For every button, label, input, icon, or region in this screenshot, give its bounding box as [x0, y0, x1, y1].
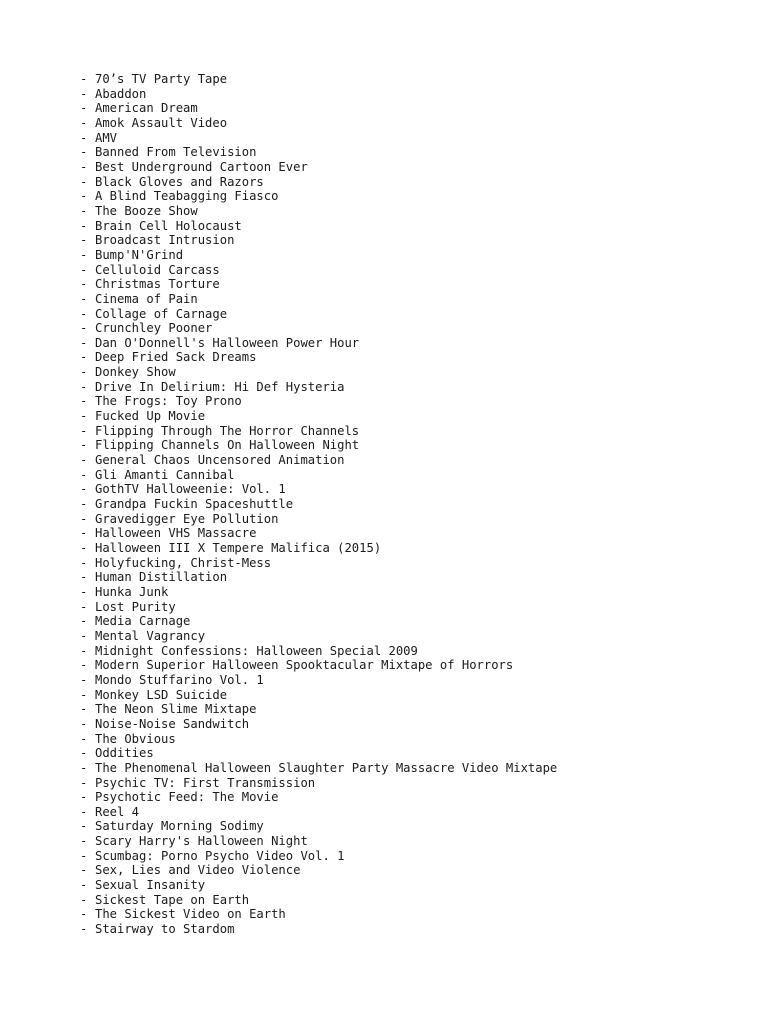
list-item-text: Scumbag: Porno Psycho Video Vol. 1: [95, 848, 345, 863]
list-item-text: Sickest Tape on Earth: [95, 892, 250, 907]
list-bullet: -: [80, 672, 88, 687]
list-bullet: -: [80, 291, 88, 306]
list-item-text: Monkey LSD Suicide: [95, 687, 228, 702]
list-item: [80, 365, 557, 380]
list-item-text: Mental Vagrancy: [95, 628, 206, 643]
list-item-text: Donkey Show: [95, 365, 176, 380]
list-item-text: American Dream: [95, 101, 198, 116]
list-item: [80, 101, 557, 116]
list-bullet: -: [80, 409, 88, 424]
list-item-text: Psychotic Feed: The Movie: [95, 790, 279, 805]
list-bullet: -: [80, 775, 88, 790]
list-bullet: -: [80, 130, 88, 145]
list-item-text: Gli Amanti Cannibal: [95, 467, 235, 482]
list-item: [80, 307, 557, 322]
list-item: [80, 263, 557, 278]
list-item-text: Stairway to Stardom: [95, 922, 235, 937]
list-item: [80, 219, 557, 234]
list-bullet: -: [80, 746, 88, 761]
list-item-text: Fucked Up Movie: [95, 409, 206, 424]
list-bullet: -: [80, 687, 88, 702]
list-item: [80, 336, 557, 351]
list-bullet: -: [80, 541, 88, 555]
list-item: [80, 277, 557, 292]
list-bullet: -: [80, 350, 88, 365]
list-bullet: -: [80, 159, 88, 174]
list-item-text: Broadcast Intrusion: [95, 233, 235, 248]
list-item-text: Hunka Junk: [95, 584, 169, 599]
list-item: [80, 849, 557, 864]
list-item-text: Noise-Noise Sandwitch: [95, 716, 250, 731]
list-item: [80, 468, 557, 483]
list-item: [80, 878, 557, 893]
list-bullet: -: [80, 482, 88, 497]
list-item-text: Banned From Television: [95, 145, 257, 160]
list-bullet: -: [80, 819, 88, 834]
list-item: [80, 732, 557, 747]
list-bullet: -: [80, 863, 88, 878]
list-bullet: -: [80, 497, 88, 512]
list-item-text: Dan O'Donnell's Halloween Power Hour: [95, 335, 360, 350]
list-item-text: Grandpa Fuckin Spaceshuttle: [95, 497, 294, 512]
list-item: [80, 805, 557, 820]
list-item: [80, 658, 557, 673]
list-item-text: Crunchley Pooner: [95, 321, 213, 336]
list-bullet: -: [80, 599, 88, 614]
list-item: [80, 497, 557, 512]
list-bullet: -: [80, 467, 88, 482]
list-item-text: Modern Superior Halloween Spooktacular Mixtape of Horrors: [95, 658, 514, 673]
list-bullet: -: [80, 526, 88, 541]
list-item-text: Christmas Torture: [95, 277, 220, 292]
list-item-text: Bump'N'Grind: [95, 247, 184, 262]
list-item: [80, 116, 557, 131]
list-bullet: -: [80, 335, 88, 350]
list-item-text: A Blind Teabagging Fiasco: [95, 189, 279, 204]
list-item: [80, 248, 557, 263]
list-bullet: -: [80, 731, 88, 746]
list-bullet: -: [80, 614, 88, 629]
list-bullet: -: [80, 233, 88, 248]
list-item: [80, 673, 557, 688]
list-item-text: General Chaos Uncensored Animation: [95, 453, 345, 468]
list-item-text: Amok Assault Video: [95, 115, 228, 130]
list-item: [80, 688, 557, 703]
list-item: [80, 424, 557, 439]
list-item-text: Drive In Delirium: Hi Def Hysteria: [95, 379, 345, 394]
list-item: [80, 87, 557, 102]
list-item: [80, 189, 557, 204]
list-bullet: -: [80, 247, 88, 262]
list-item: [80, 644, 557, 659]
list-item: [80, 629, 557, 644]
title-list: [80, 72, 557, 937]
list-item: [80, 131, 557, 146]
list-bullet: -: [80, 453, 88, 468]
list-item-text: Sexual Insanity: [95, 878, 206, 893]
list-item-text: Best Underground Cartoon Ever: [95, 159, 308, 174]
list-item: [80, 160, 557, 175]
list-bullet: -: [80, 203, 88, 218]
list-bullet: -: [80, 658, 88, 673]
list-bullet: -: [80, 379, 88, 394]
list-item-text: Collage of Carnage: [95, 306, 228, 321]
list-bullet: -: [80, 145, 88, 160]
list-bullet: -: [80, 423, 88, 438]
list-bullet: -: [80, 174, 88, 189]
list-item: [80, 776, 557, 791]
list-bullet: -: [80, 86, 88, 101]
list-item-text: Halloween III X Tempere Malifica (2015): [95, 541, 382, 555]
list-item: [80, 907, 557, 922]
list-item-text: Sex, Lies and Video Violence: [95, 863, 301, 878]
list-bullet: -: [80, 306, 88, 321]
list-item: [80, 556, 557, 571]
list-item-text: Brain Cell Holocaust: [95, 218, 242, 233]
list-bullet: -: [80, 790, 88, 805]
list-item-text: Oddities: [95, 746, 154, 761]
list-item: [80, 893, 557, 908]
list-item: [80, 145, 557, 160]
list-item: [80, 321, 557, 336]
list-item-text: Lost Purity: [95, 599, 176, 614]
list-item-text: GothTV Halloweenie: Vol. 1: [95, 482, 286, 497]
list-item-text: Abaddon: [95, 86, 147, 101]
list-item: [80, 204, 557, 219]
list-bullet: -: [80, 394, 88, 409]
list-bullet: -: [80, 365, 88, 380]
list-bullet: -: [80, 907, 88, 922]
list-bullet: -: [80, 834, 88, 849]
list-item: [80, 512, 557, 527]
list-item: [80, 761, 557, 776]
list-item: [80, 233, 557, 248]
list-bullet: -: [80, 115, 88, 130]
list-bullet: -: [80, 848, 88, 863]
list-item: [80, 834, 557, 849]
list-item: [80, 394, 557, 409]
list-item-text: Reel 4: [95, 804, 140, 819]
list-bullet: -: [80, 878, 88, 893]
list-item: [80, 482, 557, 497]
list-item-text: Deep Fried Sack Dreams: [95, 350, 257, 365]
list-bullet: -: [80, 643, 88, 658]
list-item-text: AMV: [95, 130, 118, 145]
list-item-text: Flipping Channels On Halloween Night: [95, 438, 360, 453]
list-item: [80, 717, 557, 732]
list-bullet: -: [80, 760, 88, 775]
list-bullet: -: [80, 892, 88, 907]
list-item-text: Scary Harry's Halloween Night: [95, 834, 308, 849]
list-bullet: -: [80, 101, 88, 116]
list-item: [80, 438, 557, 453]
list-bullet: -: [80, 72, 88, 86]
list-item-text: Halloween VHS Massacre: [95, 526, 257, 541]
list-bullet: -: [80, 570, 88, 585]
list-item: [80, 292, 557, 307]
list-item-text: Celluloid Carcass: [95, 262, 220, 277]
list-item: [80, 863, 557, 878]
list-bullet: -: [80, 716, 88, 731]
list-item: [80, 350, 557, 365]
list-item-text: Psychic TV: First Transmission: [95, 775, 316, 790]
list-item-text: Holyfucking, Christ-Mess: [95, 555, 272, 570]
list-item: [80, 72, 557, 87]
list-item-text: Saturday Morning Sodimy: [95, 819, 264, 834]
list-item-text: Midnight Confessions: Halloween Special 2009: [95, 643, 418, 658]
list-item: [80, 746, 557, 761]
list-item: [80, 819, 557, 834]
list-item: [80, 702, 557, 717]
list-bullet: -: [80, 628, 88, 643]
list-bullet: -: [80, 511, 88, 526]
list-item-text: Flipping Through The Horror Channels: [95, 423, 360, 438]
list-item: [80, 541, 557, 556]
list-item-text: The Sickest Video on Earth: [95, 907, 286, 922]
list-item-text: The Phenomenal Halloween Slaughter Party Massacre Video Mixtape: [95, 760, 558, 775]
list-item: [80, 453, 557, 468]
list-item: [80, 380, 557, 395]
list-bullet: -: [80, 702, 88, 717]
list-item: [80, 570, 557, 585]
list-item-text: Mondo Stuffarino Vol. 1: [95, 672, 264, 687]
list-item-text: The Frogs: Toy Prono: [95, 394, 242, 409]
list-bullet: -: [80, 555, 88, 570]
list-item: [80, 614, 557, 629]
list-bullet: -: [80, 277, 88, 292]
list-item: [80, 585, 557, 600]
list-item-text: The Booze Show: [95, 203, 198, 218]
list-item-text: 70’s TV Party Tape: [95, 72, 228, 86]
list-item: [80, 409, 557, 424]
list-item: [80, 175, 557, 190]
list-bullet: -: [80, 804, 88, 819]
list-item-text: Black Gloves and Razors: [95, 174, 264, 189]
list-item-text: Human Distillation: [95, 570, 228, 585]
list-bullet: -: [80, 922, 88, 937]
list-item-text: Media Carnage: [95, 614, 191, 629]
list-item-text: Cinema of Pain: [95, 291, 198, 306]
list-item-text: The Obvious: [95, 731, 176, 746]
list-bullet: -: [80, 321, 88, 336]
list-item: [80, 790, 557, 805]
list-bullet: -: [80, 584, 88, 599]
list-bullet: -: [80, 189, 88, 204]
list-item-text: Gravedigger Eye Pollution: [95, 511, 279, 526]
list-item: [80, 922, 557, 937]
list-item-text: The Neon Slime Mixtape: [95, 702, 257, 717]
list-item: [80, 600, 557, 615]
list-item: [80, 526, 557, 541]
list-bullet: -: [80, 438, 88, 453]
list-bullet: -: [80, 218, 88, 233]
list-bullet: -: [80, 262, 88, 277]
